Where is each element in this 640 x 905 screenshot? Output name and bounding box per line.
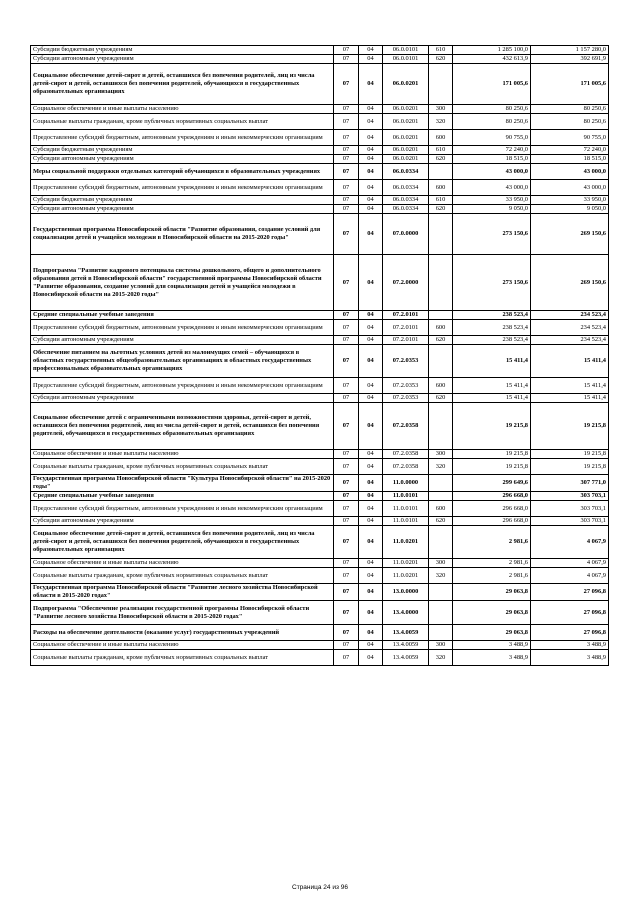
row-section: 07 — [334, 345, 359, 378]
row-section: 07 — [334, 517, 359, 526]
table-row — [31, 345, 609, 378]
row-section: 07 — [334, 180, 359, 196]
row-subsection: 04 — [359, 114, 383, 130]
row-amount-year2: 19 215,8 — [531, 450, 609, 459]
row-expense-type: 620 — [429, 155, 453, 164]
row-amount-year2: 3 488,9 — [531, 650, 609, 666]
row-subsection: 04 — [359, 559, 383, 568]
table-row — [31, 196, 609, 205]
row-amount-year2: 80 250,6 — [531, 114, 609, 130]
table-row — [31, 625, 609, 641]
row-section: 07 — [334, 255, 359, 311]
row-target-article: 11.0.0101 — [383, 501, 429, 517]
row-amount-year2: 1 157 280,0 — [531, 46, 609, 55]
table-row — [31, 320, 609, 336]
row-description: Социальные выплаты гражданам, кроме публичных нормативных социальных выплат — [31, 568, 334, 584]
row-section: 07 — [334, 378, 359, 394]
row-expense-type — [429, 164, 453, 180]
table-row — [31, 146, 609, 155]
row-target-article: 06.0.0201 — [383, 105, 429, 114]
row-amount-year1: 171 005,6 — [453, 64, 531, 105]
row-target-article: 11.0.0201 — [383, 559, 429, 568]
row-amount-year1: 15 411,4 — [453, 345, 531, 378]
row-target-article: 07.2.0353 — [383, 345, 429, 378]
table-row — [31, 568, 609, 584]
row-amount-year2: 90 755,0 — [531, 130, 609, 146]
row-expense-type: 600 — [429, 378, 453, 394]
row-section: 07 — [334, 641, 359, 650]
row-expense-type — [429, 526, 453, 559]
row-amount-year2: 234 523,4 — [531, 311, 609, 320]
page-footer: Страница 24 из 96 — [292, 884, 348, 891]
row-subsection: 04 — [359, 105, 383, 114]
row-expense-type: 300 — [429, 105, 453, 114]
row-subsection: 04 — [359, 214, 383, 255]
row-expense-type: 600 — [429, 320, 453, 336]
row-amount-year2: 303 703,1 — [531, 492, 609, 501]
row-section: 07 — [334, 146, 359, 155]
row-amount-year2: 303 703,1 — [531, 501, 609, 517]
row-description: Предоставление субсидий бюджетным, автономным учреждениям и иным некоммерческим организациям — [31, 378, 334, 394]
row-expense-type: 600 — [429, 501, 453, 517]
table-row — [31, 559, 609, 568]
row-amount-year1: 296 668,0 — [453, 501, 531, 517]
row-amount-year1: 29 063,8 — [453, 601, 531, 625]
row-amount-year1: 43 000,0 — [453, 164, 531, 180]
row-subsection: 04 — [359, 311, 383, 320]
row-expense-type: 610 — [429, 146, 453, 155]
row-amount-year1: 19 215,8 — [453, 450, 531, 459]
row-expense-type: 320 — [429, 114, 453, 130]
row-description: Предоставление субсидий бюджетным, автономным учреждениям и иным некоммерческим организациям — [31, 501, 334, 517]
table-row — [31, 311, 609, 320]
row-amount-year1: 29 063,8 — [453, 625, 531, 641]
row-expense-type — [429, 255, 453, 311]
row-description: Социальное обеспечение и иные выплаты населению — [31, 641, 334, 650]
row-amount-year2: 4 067,9 — [531, 568, 609, 584]
row-description: Подпрограмма "Обеспечение реализации государственной программы Новосибирской области "Развитие лесного хозяйства Новосибирской области в 2015-2020 годах" — [31, 601, 334, 625]
table-row — [31, 526, 609, 559]
row-amount-year2: 43 000,0 — [531, 164, 609, 180]
row-target-article: 11.0.0201 — [383, 568, 429, 584]
row-target-article: 06.0.0334 — [383, 164, 429, 180]
row-amount-year2: 392 691,9 — [531, 55, 609, 64]
row-amount-year1: 3 488,9 — [453, 641, 531, 650]
row-amount-year1: 238 523,4 — [453, 320, 531, 336]
row-amount-year1: 15 411,4 — [453, 394, 531, 403]
row-expense-type: 600 — [429, 130, 453, 146]
row-amount-year2: 18 515,0 — [531, 155, 609, 164]
row-section: 07 — [334, 205, 359, 214]
row-target-article: 06.0.0201 — [383, 64, 429, 105]
row-section: 07 — [334, 105, 359, 114]
row-amount-year1: 296 668,0 — [453, 517, 531, 526]
row-expense-type: 600 — [429, 180, 453, 196]
row-amount-year2: 234 523,4 — [531, 336, 609, 345]
row-description: Социальное обеспечение детей-сирот и детей, оставшихся без попечения родителей, лиц из числа детей-сирот и детей, оставшихся без попечения родителей, обучающихся в государственных образовательных организациях — [31, 64, 334, 105]
table-row — [31, 105, 609, 114]
row-target-article: 06.0.0201 — [383, 130, 429, 146]
row-amount-year2: 19 215,8 — [531, 459, 609, 475]
table-row — [31, 55, 609, 64]
table-row — [31, 475, 609, 492]
row-subsection: 04 — [359, 55, 383, 64]
row-section: 07 — [334, 46, 359, 55]
row-amount-year1: 3 488,9 — [453, 650, 531, 666]
table-row — [31, 336, 609, 345]
row-amount-year1: 15 411,4 — [453, 378, 531, 394]
row-amount-year2: 43 000,0 — [531, 180, 609, 196]
row-subsection: 04 — [359, 46, 383, 55]
row-amount-year2: 33 950,0 — [531, 196, 609, 205]
row-amount-year1: 296 668,0 — [453, 492, 531, 501]
row-target-article: 07.0.0000 — [383, 214, 429, 255]
row-amount-year1: 18 515,0 — [453, 155, 531, 164]
row-section: 07 — [334, 450, 359, 459]
row-description: Субсидии автономным учреждениям — [31, 336, 334, 345]
row-subsection: 04 — [359, 492, 383, 501]
row-subsection: 04 — [359, 501, 383, 517]
row-subsection: 04 — [359, 517, 383, 526]
row-description: Социальное обеспечение и иные выплаты населению — [31, 559, 334, 568]
row-subsection: 04 — [359, 378, 383, 394]
row-amount-year1: 2 981,6 — [453, 568, 531, 584]
row-amount-year2: 80 250,6 — [531, 105, 609, 114]
row-description: Субсидии автономным учреждениям — [31, 205, 334, 214]
row-target-article: 07.2.0358 — [383, 450, 429, 459]
table-row — [31, 180, 609, 196]
row-target-article: 07.2.0353 — [383, 378, 429, 394]
row-amount-year1: 238 523,4 — [453, 311, 531, 320]
row-target-article: 06.0.0201 — [383, 155, 429, 164]
row-target-article: 11.0.0201 — [383, 526, 429, 559]
row-section: 07 — [334, 311, 359, 320]
row-target-article: 06.0.0101 — [383, 46, 429, 55]
row-target-article: 11.0.0101 — [383, 517, 429, 526]
table-row — [31, 64, 609, 105]
row-amount-year2: 15 411,4 — [531, 345, 609, 378]
row-subsection: 04 — [359, 475, 383, 492]
row-subsection: 04 — [359, 625, 383, 641]
row-expense-type: 620 — [429, 55, 453, 64]
row-target-article: 07.2.0000 — [383, 255, 429, 311]
row-description: Предоставление субсидий бюджетным, автономным учреждениям и иным некоммерческим организациям — [31, 320, 334, 336]
row-subsection: 04 — [359, 64, 383, 105]
row-amount-year2: 27 096,8 — [531, 584, 609, 601]
row-subsection: 04 — [359, 155, 383, 164]
row-description: Социальное обеспечение детей-сирот и детей, оставшихся без попечения родителей, лиц из числа детей-сирот и детей, оставшихся без попечения родителей, обучающихся в государственных образовательных организациях — [31, 526, 334, 559]
row-section: 07 — [334, 336, 359, 345]
row-section: 07 — [334, 214, 359, 255]
row-expense-type: 620 — [429, 205, 453, 214]
row-subsection: 04 — [359, 394, 383, 403]
row-expense-type: 620 — [429, 336, 453, 345]
row-expense-type: 320 — [429, 650, 453, 666]
row-target-article: 07.2.0101 — [383, 336, 429, 345]
row-amount-year2: 269 150,6 — [531, 255, 609, 311]
table-row — [31, 641, 609, 650]
row-amount-year1: 432 613,9 — [453, 55, 531, 64]
row-amount-year2: 4 067,9 — [531, 559, 609, 568]
row-section: 07 — [334, 394, 359, 403]
table-row — [31, 517, 609, 526]
row-subsection: 04 — [359, 255, 383, 311]
row-amount-year1: 273 150,6 — [453, 214, 531, 255]
row-amount-year2: 3 488,9 — [531, 641, 609, 650]
table-row — [31, 378, 609, 394]
row-amount-year2: 4 067,9 — [531, 526, 609, 559]
row-amount-year2: 171 005,6 — [531, 64, 609, 105]
row-expense-type: 620 — [429, 394, 453, 403]
row-description: Субсидии бюджетным учреждениям — [31, 196, 334, 205]
row-amount-year2: 269 150,6 — [531, 214, 609, 255]
table-row — [31, 650, 609, 666]
row-amount-year1: 2 981,6 — [453, 526, 531, 559]
row-subsection: 04 — [359, 320, 383, 336]
row-amount-year1: 2 981,6 — [453, 559, 531, 568]
row-expense-type: 620 — [429, 517, 453, 526]
row-amount-year1: 1 285 100,0 — [453, 46, 531, 55]
budget-sheet — [30, 45, 608, 666]
row-section: 07 — [334, 650, 359, 666]
row-description: Субсидии бюджетным учреждениям — [31, 146, 334, 155]
row-section: 07 — [334, 568, 359, 584]
row-expense-type — [429, 492, 453, 501]
row-description: Средние специальные учебные заведения — [31, 492, 334, 501]
row-expense-type: 300 — [429, 450, 453, 459]
row-subsection: 04 — [359, 336, 383, 345]
row-target-article: 11.0.0101 — [383, 492, 429, 501]
table-row — [31, 130, 609, 146]
row-amount-year1: 29 063,8 — [453, 584, 531, 601]
row-target-article: 06.0.0201 — [383, 114, 429, 130]
row-target-article: 07.2.0101 — [383, 311, 429, 320]
row-target-article: 13.4.0059 — [383, 641, 429, 650]
row-description: Субсидии бюджетным учреждениям — [31, 46, 334, 55]
table-row — [31, 205, 609, 214]
row-section: 07 — [334, 55, 359, 64]
table-row — [31, 450, 609, 459]
row-expense-type: 320 — [429, 459, 453, 475]
table-row — [31, 492, 609, 501]
row-section: 07 — [334, 403, 359, 450]
row-amount-year1: 19 215,8 — [453, 403, 531, 450]
row-amount-year2: 27 096,8 — [531, 601, 609, 625]
row-subsection: 04 — [359, 164, 383, 180]
row-section: 07 — [334, 64, 359, 105]
table-row — [31, 584, 609, 601]
row-subsection: 04 — [359, 196, 383, 205]
row-amount-year1: 273 150,6 — [453, 255, 531, 311]
table-row — [31, 394, 609, 403]
row-description: Расходы на обеспечение деятельности (оказание услуг) государственных учреждений — [31, 625, 334, 641]
row-amount-year1: 299 649,6 — [453, 475, 531, 492]
row-target-article: 07.2.0353 — [383, 394, 429, 403]
row-amount-year2: 19 215,8 — [531, 403, 609, 450]
row-target-article: 06.0.0334 — [383, 196, 429, 205]
row-section: 07 — [334, 559, 359, 568]
row-subsection: 04 — [359, 146, 383, 155]
row-expense-type — [429, 311, 453, 320]
row-description: Социальные выплаты гражданам, кроме публичных нормативных социальных выплат — [31, 650, 334, 666]
row-subsection: 04 — [359, 584, 383, 601]
row-section: 07 — [334, 114, 359, 130]
row-target-article: 07.2.0358 — [383, 403, 429, 450]
row-amount-year2: 15 411,4 — [531, 394, 609, 403]
table-row — [31, 601, 609, 625]
row-description: Субсидии автономным учреждениям — [31, 155, 334, 164]
row-expense-type: 610 — [429, 46, 453, 55]
row-expense-type — [429, 475, 453, 492]
row-target-article: 07.2.0101 — [383, 320, 429, 336]
row-target-article: 11.0.0000 — [383, 475, 429, 492]
row-description: Социальные выплаты гражданам, кроме публичных нормативных социальных выплат — [31, 459, 334, 475]
row-subsection: 04 — [359, 180, 383, 196]
row-section: 07 — [334, 492, 359, 501]
row-section: 07 — [334, 625, 359, 641]
row-expense-type: 610 — [429, 196, 453, 205]
row-description: Субсидии автономным учреждениям — [31, 55, 334, 64]
row-amount-year1: 80 250,6 — [453, 105, 531, 114]
row-section: 07 — [334, 320, 359, 336]
row-amount-year2: 72 240,0 — [531, 146, 609, 155]
row-expense-type: 300 — [429, 641, 453, 650]
row-amount-year1: 19 215,8 — [453, 459, 531, 475]
row-target-article: 13.4.0000 — [383, 601, 429, 625]
row-description: Социальное обеспечение детей с ограниченными возможностями здоровья, детей-сирот и детей, оставшихся без попечения родителей, лиц из числа детей-сирот и детей, оставшихся без попечения родителей, обучающихся в государственных образовательных организациях — [31, 403, 334, 450]
table-body — [31, 46, 609, 666]
row-section: 07 — [334, 130, 359, 146]
table-row — [31, 501, 609, 517]
row-target-article: 13.0.0000 — [383, 584, 429, 601]
row-section: 07 — [334, 584, 359, 601]
table-row — [31, 403, 609, 450]
row-section: 07 — [334, 526, 359, 559]
row-amount-year2: 234 523,4 — [531, 320, 609, 336]
row-amount-year1: 33 950,0 — [453, 196, 531, 205]
row-target-article: 06.0.0334 — [383, 205, 429, 214]
row-description: Субсидии автономным учреждениям — [31, 517, 334, 526]
row-subsection: 04 — [359, 403, 383, 450]
row-section: 07 — [334, 501, 359, 517]
table-row — [31, 459, 609, 475]
row-amount-year2: 307 771,0 — [531, 475, 609, 492]
row-description: Меры социальной поддержки отдельных категорий обучающихся в образовательных учреждениях — [31, 164, 334, 180]
row-amount-year1: 9 050,0 — [453, 205, 531, 214]
row-description: Подпрограмма "Развитие кадрового потенциала системы дошкольного, общего и дополнительного образования детей в Новосибирской области" государственной программы Новосибирской области "Развитие образования, создание условий для социализации детей и учащейся молодежи в Новосибирской области на 2015-2020 годы" — [31, 255, 334, 311]
row-expense-type — [429, 214, 453, 255]
row-subsection: 04 — [359, 205, 383, 214]
row-target-article: 06.0.0101 — [383, 55, 429, 64]
table-row — [31, 46, 609, 55]
row-description: Обеспечение питанием на льготных условиях детей из малоимущих семей – обучающихся в областных государственных общеобразовательных организациях и областных государственных профессиональных образовательных организациях — [31, 345, 334, 378]
row-amount-year2: 303 703,1 — [531, 517, 609, 526]
row-section: 07 — [334, 164, 359, 180]
row-description: Государственная программа Новосибирской области "Развитие образования, создание условий для социализации детей и учащейся молодежи в Новосибирской области на 2015-2020 годы" — [31, 214, 334, 255]
row-subsection: 04 — [359, 130, 383, 146]
row-target-article: 13.4.0059 — [383, 650, 429, 666]
row-subsection: 04 — [359, 650, 383, 666]
row-expense-type: 320 — [429, 568, 453, 584]
row-description: Предоставление субсидий бюджетным, автономным учреждениям и иным некоммерческим организациям — [31, 130, 334, 146]
row-amount-year2: 27 096,8 — [531, 625, 609, 641]
row-description: Государственная программа Новосибирской области "Развитие лесного хозяйства Новосибирской области в 2015-2020 годах" — [31, 584, 334, 601]
table-row — [31, 155, 609, 164]
row-amount-year1: 90 755,0 — [453, 130, 531, 146]
row-section: 07 — [334, 459, 359, 475]
row-amount-year1: 238 523,4 — [453, 336, 531, 345]
row-description: Предоставление субсидий бюджетным, автономным учреждениям и иным некоммерческим организациям — [31, 180, 334, 196]
row-subsection: 04 — [359, 526, 383, 559]
row-expense-type — [429, 403, 453, 450]
row-description: Социальные выплаты гражданам, кроме публичных нормативных социальных выплат — [31, 114, 334, 130]
row-expense-type — [429, 584, 453, 601]
table-row — [31, 164, 609, 180]
row-expense-type — [429, 625, 453, 641]
row-expense-type — [429, 601, 453, 625]
row-subsection: 04 — [359, 568, 383, 584]
row-description: Социальное обеспечение и иные выплаты населению — [31, 105, 334, 114]
row-expense-type — [429, 64, 453, 105]
row-subsection: 04 — [359, 345, 383, 378]
row-subsection: 04 — [359, 450, 383, 459]
row-section: 07 — [334, 155, 359, 164]
row-amount-year2: 15 411,4 — [531, 378, 609, 394]
row-subsection: 04 — [359, 641, 383, 650]
row-target-article: 07.2.0358 — [383, 459, 429, 475]
row-target-article: 13.4.0059 — [383, 625, 429, 641]
row-description: Средние специальные учебные заведения — [31, 311, 334, 320]
row-subsection: 04 — [359, 459, 383, 475]
budget-table — [30, 45, 609, 666]
row-section: 07 — [334, 196, 359, 205]
row-expense-type — [429, 345, 453, 378]
row-section: 07 — [334, 475, 359, 492]
row-description: Государственная программа Новосибирской области "Культура Новосибирской области" на 2015-2020 годы" — [31, 475, 334, 492]
table-row — [31, 255, 609, 311]
row-amount-year1: 80 250,6 — [453, 114, 531, 130]
row-description: Социальное обеспечение и иные выплаты населению — [31, 450, 334, 459]
row-section: 07 — [334, 601, 359, 625]
row-description: Субсидии автономным учреждениям — [31, 394, 334, 403]
row-amount-year1: 43 000,0 — [453, 180, 531, 196]
row-expense-type: 300 — [429, 559, 453, 568]
row-amount-year1: 72 240,0 — [453, 146, 531, 155]
row-amount-year2: 9 050,0 — [531, 205, 609, 214]
row-target-article: 06.0.0201 — [383, 146, 429, 155]
table-row — [31, 114, 609, 130]
row-target-article: 06.0.0334 — [383, 180, 429, 196]
table-row — [31, 214, 609, 255]
row-subsection: 04 — [359, 601, 383, 625]
